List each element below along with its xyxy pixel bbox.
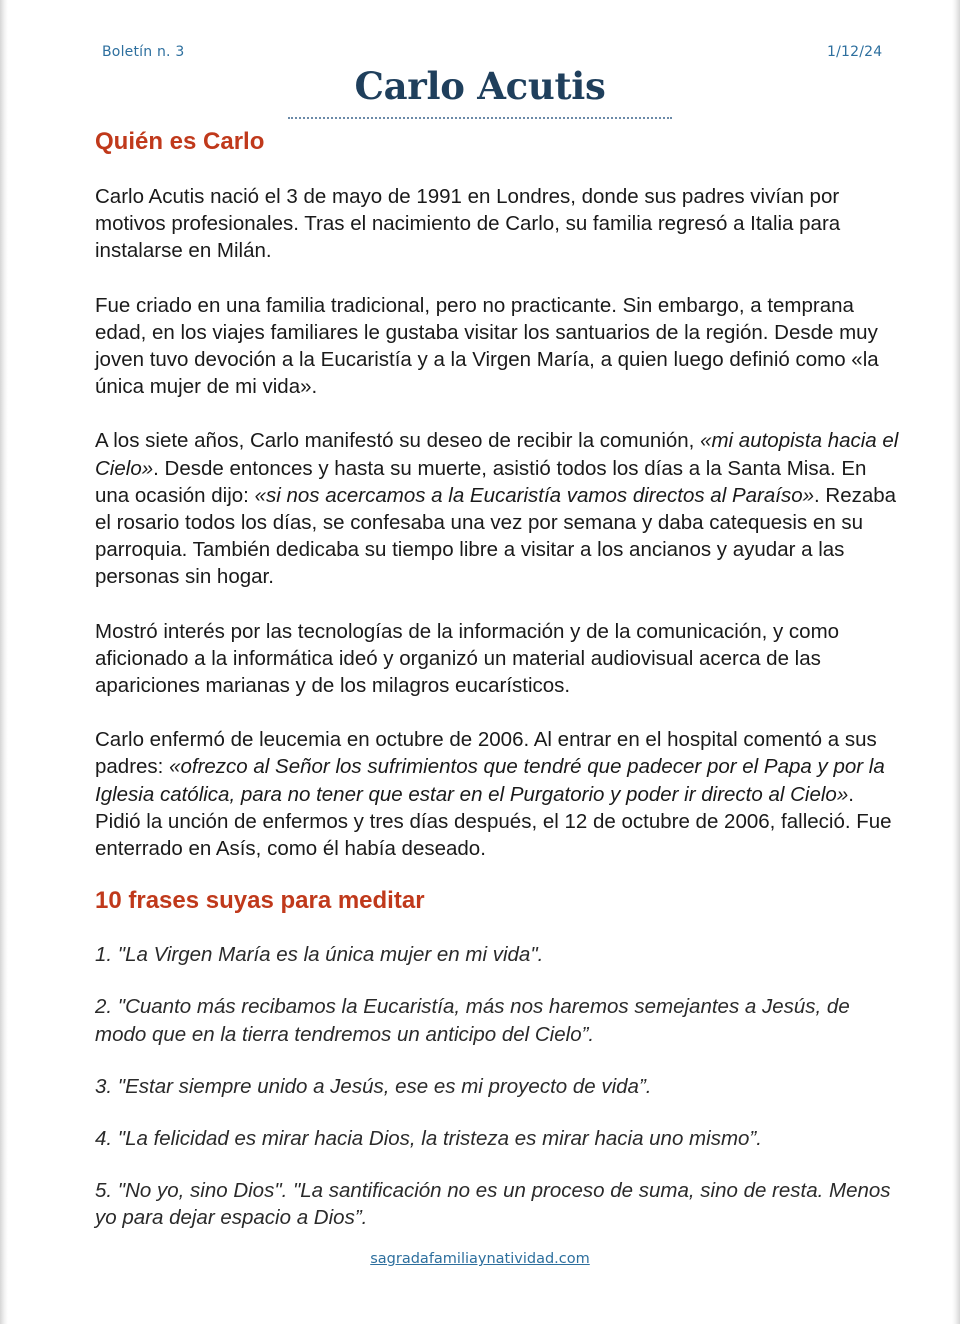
website-link[interactable]: sagradafamiliaynatividad.com [370,1251,590,1267]
quote-span: «si nos acercamos a la Eucaristía vamos directos al Paraíso» [254,483,815,507]
section-title-frases: 10 frases suyas para meditar [95,887,425,915]
bulletin-date: 1/12/24 [827,44,883,60]
paragraph-illness [95,726,905,862]
quote-span: «ofrezco al Señor los sufrimientos que tendré que padecer por el Papa y por la Iglesia católica, para no tener que estar en el Purgatorio y poder ir directo al Cielo» [95,755,885,806]
title-divider [288,117,672,119]
article-body [95,126,905,1232]
quote-item: 2. "Cuanto más recibamos la Eucaristía, más nos haremos semejantes a Jesús, de modo que en la tierra tendremos un anticipo del Cielo”. [95,995,850,1046]
bulletin-number: Boletín n. 3 [102,44,185,60]
paragraph-birth: Carlo Acutis nació el 3 de mayo de 1991 en Londres, donde sus padres vivían por motivos profesionales. Tras el nacimiento de Carlo, su familia regresó a Italia para instalarse en Milán. [95,185,841,263]
text-span: . Pidió la unción de enfermos y tres días después, el 12 de octubre de 2006, falleció. Fue enterrado en Asís, como él había deseado. [95,782,892,861]
page-edge-right [952,0,960,1324]
paragraph-technology: Mostró interés por las tecnologías de la información y de la comunicación, y como aficionado a la informática ideó y organizó un material audiovisual acerca de las apariciones marianas y de los milagros eucarísticos. [95,619,840,698]
page-edge-left [0,0,8,1324]
text-span: Carlo enfermó de leucemia en octubre de 2006. Al entrar en el hospital comentó a sus padres: [95,728,877,779]
quote-span: «mi autopista hacia el Cielo» [95,429,899,480]
text-span: . Desde entonces y hasta su muerte, asistió todos los días a la Santa Misa. En una ocasión dijo: [95,456,867,507]
text-span: A los siete años, Carlo manifestó su deseo de recibir la comunión, [95,429,701,453]
page-title: Carlo Acutis [354,64,606,108]
paragraph-communion [95,427,905,590]
quote-item: 3. "Estar siempre unido a Jesús, ese es mi proyecto de vida”. [95,1074,652,1098]
paragraph-upbringing: Fue criado en una familia tradicional, pero no practicante. Sin embargo, a temprana edad, en los viajes familiares le gustaba visitar los santuarios de la región. Desde muy joven tuvo devoción a la Eucaristía y a la Virgen María, a quien luego definió como «la única mujer de mi vida». [95,293,879,399]
quote-item: 4. "La felicidad es mirar hacia Dios, la tristeza es mirar hacia uno mismo”. [95,1127,762,1151]
quote-item: 1. "La Virgen María es la única mujer en mi vida". [95,943,544,967]
section-title-quien-es-carlo: Quién es Carlo [95,128,265,155]
quote-item: 5. "No yo, sino Dios". "La santificación no es un proceso de suma, sino de resta. Menos yo para dejar espacio a Dios”. [95,1179,891,1230]
text-span: . Rezaba el rosario todos los días, se confesaba una vez por semana y daba catequesis en su parroquia. También dedicaba su tiempo libre a visitar a los ancianos y ayudar a las personas sin hogar. [95,483,897,589]
